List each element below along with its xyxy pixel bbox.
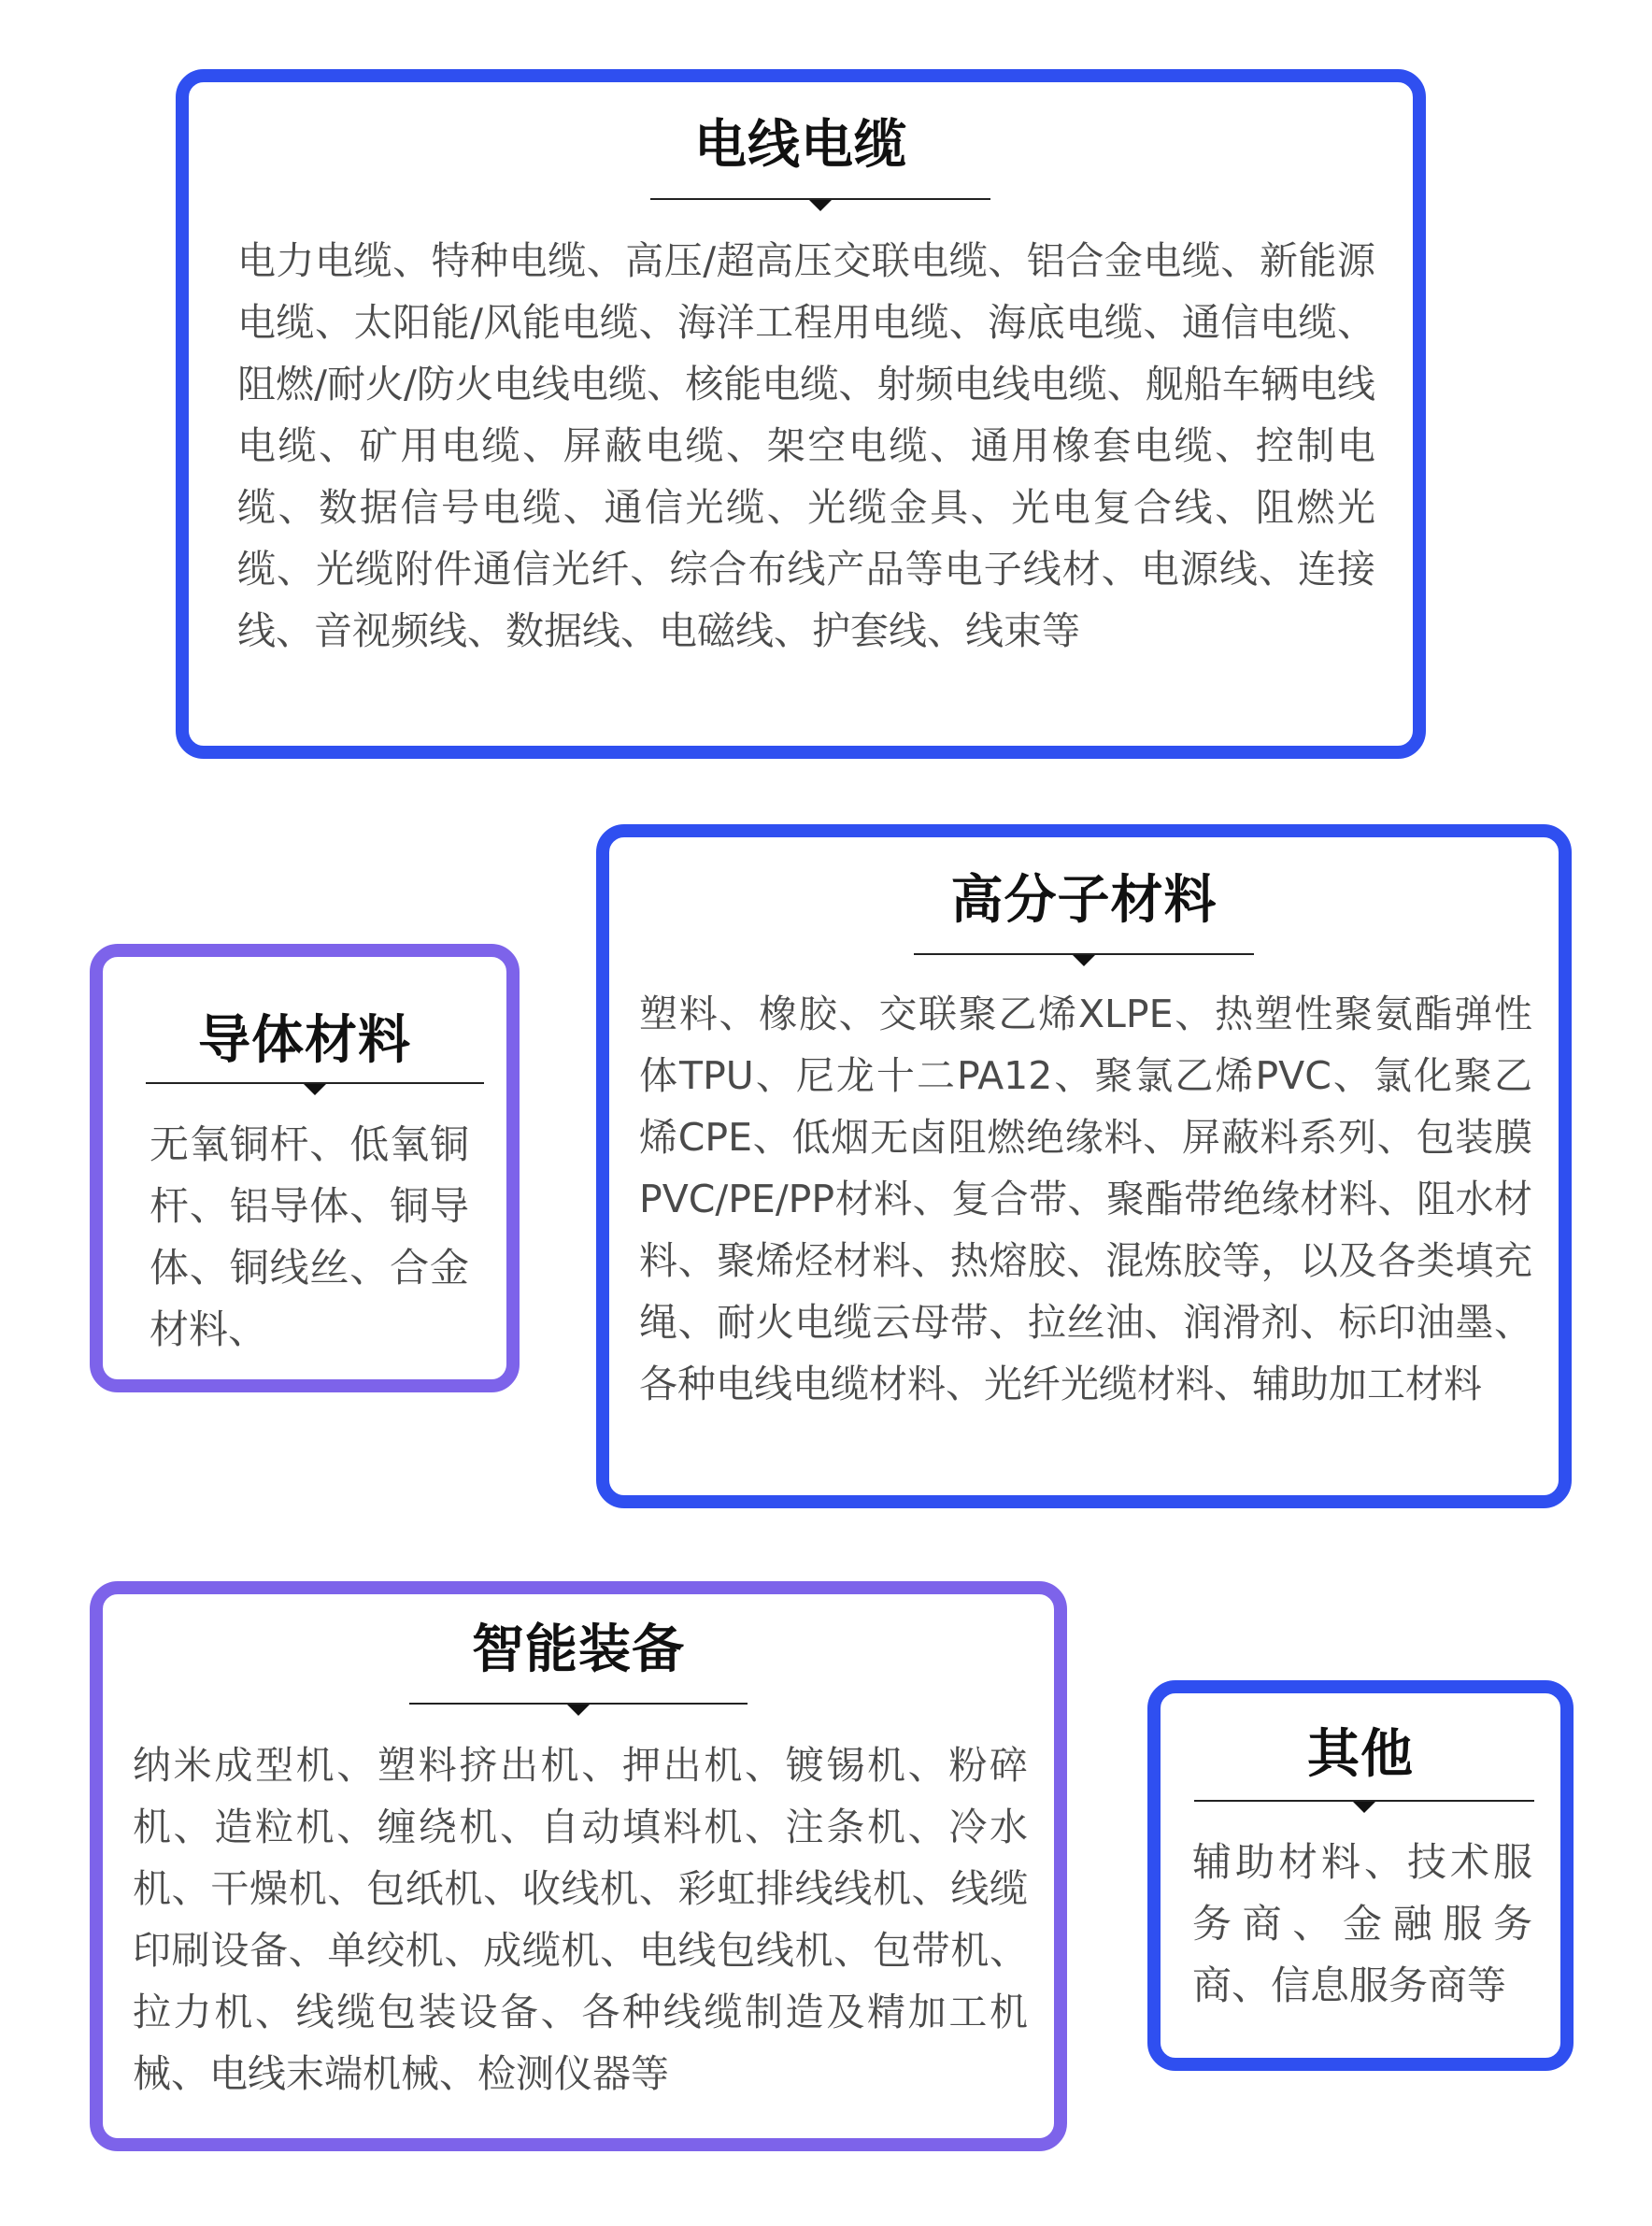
section-card-other	[1147, 1680, 1574, 2071]
section-card-equipment	[90, 1581, 1067, 2151]
section-card-cable	[176, 69, 1426, 759]
section-card-polymer	[596, 824, 1572, 1508]
section-title: 电线电缆	[694, 115, 907, 176]
section-title: 高分子材料	[950, 870, 1218, 931]
down-pointer-icon	[1353, 1802, 1375, 1813]
section-body: 无氧铜杆、低氧铜杆、铝导体、铜导体、铜线丝、合金材料、	[150, 1121, 469, 1352]
section-body: 辅助材料、技术服务商、金融服务商、信息服务商等	[1192, 1839, 1532, 2008]
section-title: 智能装备	[472, 1620, 685, 1680]
section-body: 纳米成型机、塑料挤出机、押出机、镀锡机、粉碎机、造粒机、缠绕机、自动填料机、注条机、冷水机、干燥机、包纸机、收线机、彩虹排线线机、线缆印刷设备、单绞机、成缆机、电线包线机、包带机、拉力机、线缆包装设备、各种线缆制造及精加工机械、电线末端机械、检测仪器等	[133, 1743, 1028, 2096]
section-card-conductor	[90, 944, 520, 1392]
section-body: 塑料、橡胶、交联聚乙烯XLPE、热塑性聚氨酯弹性体TPU、尼龙十二PA12、聚氯乙烯PVC、氯化聚乙烯CPE、低烟无卤阻燃绝缘料、屏蔽料系列、包装膜PVC/PE/PP材料、复合带、聚酯带绝缘材料、阻水材料、聚烯烃材料、热熔胶、混炼胶等，以及各类填充绳、耐火电缆云母带、拉丝油、润滑剂、标印油墨、各种电线电缆材料、光纤光缆材料、辅助加工材料	[639, 992, 1532, 1406]
section-title: 其他	[1307, 1724, 1414, 1785]
down-pointer-icon	[304, 1084, 326, 1095]
down-pointer-icon	[1073, 955, 1095, 966]
section-body: 电力电缆、特种电缆、高压/超高压交联电缆、铝合金电缆、新能源电缆、太阳能/风能电缆、海洋工程用电缆、海底电缆、通信电缆、阻燃/耐火/防火电线电缆、核能电缆、射频电线电缆、舰船车辆电线电缆、矿用电缆、屏蔽电缆、架空电缆、通用橡套电缆、控制电缆、数据信号电缆、通信光缆、光缆金具、光电复合线、阻燃光缆、光缆附件通信光纤、综合布线产品等电子线材、电源线、连接线、音视频线、数据线、电磁线、护套线、线束等	[237, 238, 1375, 653]
down-pointer-icon	[809, 200, 832, 211]
down-pointer-icon	[567, 1705, 590, 1716]
section-title: 导体材料	[198, 1010, 411, 1071]
